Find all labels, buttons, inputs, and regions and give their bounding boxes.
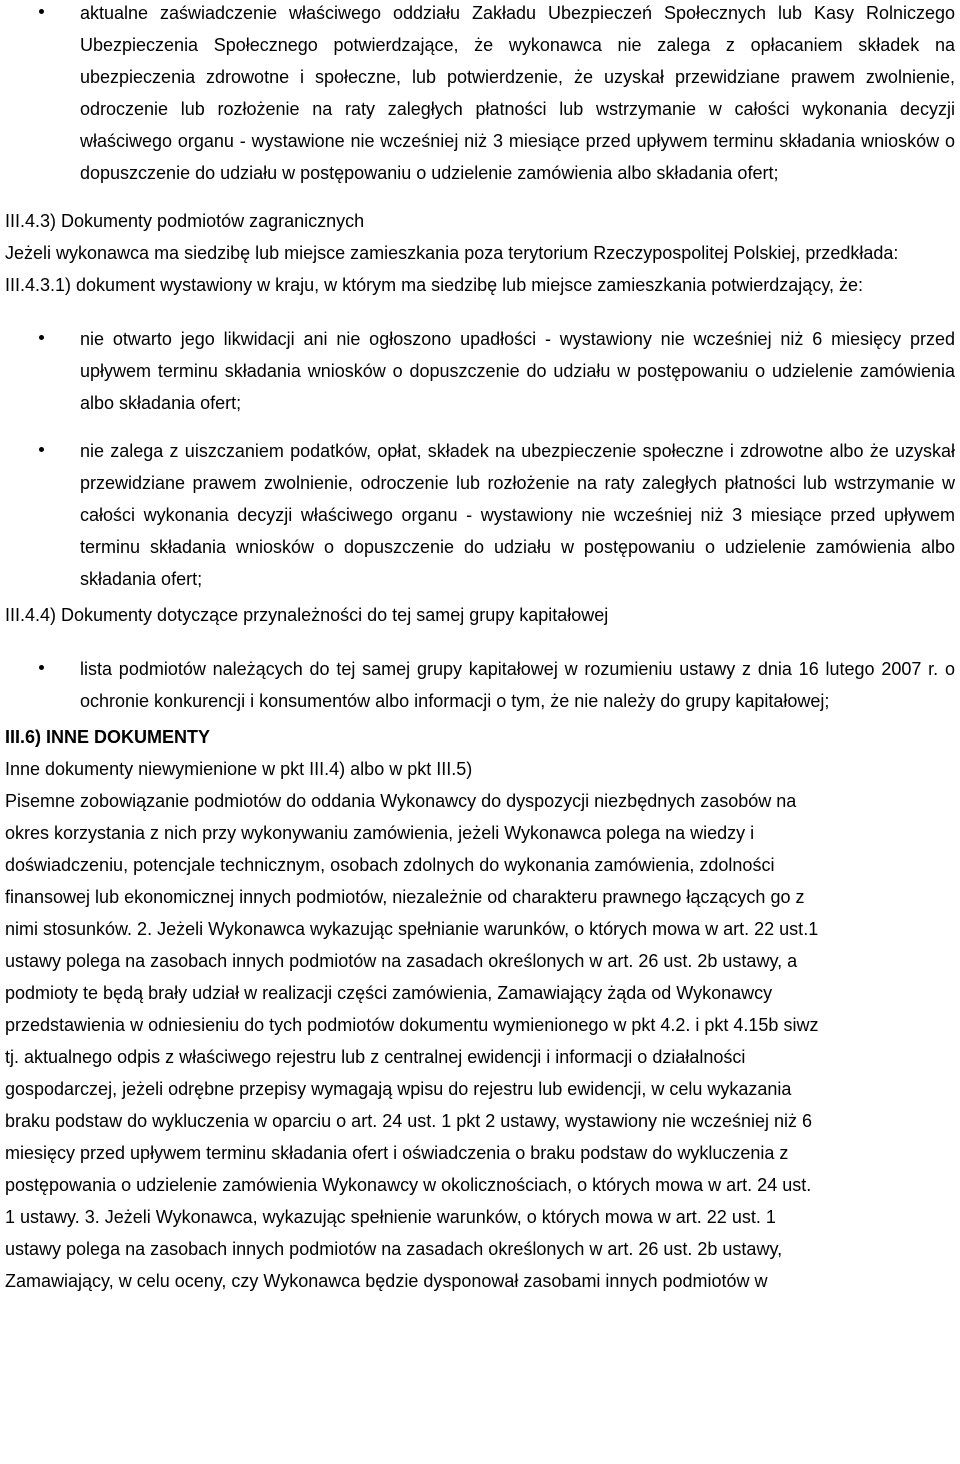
bullet-icon	[39, 335, 44, 340]
section-body-iii-6	[5, 785, 955, 1297]
body-line: tj. aktualnego odpis z właściwego rejestru lub z centralnej ewidencji i informacji o działalności	[5, 1047, 746, 1067]
body-line: podmioty te będą brały udział w realizacji części zamówienia, Zamawiający żąda od Wykonawcy	[5, 983, 773, 1003]
body-line: postępowania o udzielenie zamówienia Wykonawcy w okolicznościach, o których mowa w art. 24 ust.	[5, 1175, 812, 1195]
list-item-text: aktualne zaświadczenie właściwego oddziału Zakładu Ubezpieczeń Społecznych lub Kasy Rolniczego Ubezpieczenia Społecznego potwierdzające, że wykonawca nie zalega z opłacaniem składek na ubezpieczenia zdrowotne i społeczne, lub potwierdzenie, że uzyskał przewidziane prawem zwolnienie, odroczenie lub rozłożenie na raty zaległych płatności lub wstrzymanie w całości wykonania decyzji właściwego organu - wystawione nie wcześniej niż 3 miesiące przed upływem terminu składania wniosków o dopuszczenie do udziału w postępowaniu o udzielenie zamówienia albo składania ofert;	[80, 3, 955, 183]
bullet-icon	[39, 9, 44, 14]
body-line: doświadczeniu, potencjale technicznym, osobach zdolnych do wykonania zamówienia, zdolności	[5, 855, 775, 875]
body-line: ustawy polega na zasobach innych podmiotów na zasadach określonych w art. 26 ust. 2b ustawy, a	[5, 951, 798, 971]
section-heading-iii-6: III.6) INNE DOKUMENTY	[5, 727, 211, 747]
bullet-icon	[39, 665, 44, 670]
body-line: Pisemne zobowiązanie podmiotów do oddania Wykonawcy do dyspozycji niezbędnych zasobów na	[5, 791, 797, 811]
section-heading-iii-4-4: III.4.4) Dokumenty dotyczące przynależności do tej samej grupy kapitałowej	[5, 605, 609, 625]
list-item-capital-group	[5, 653, 955, 717]
body-line: okres korzystania z nich przy wykonywaniu zamówienia, jeżeli Wykonawca polega na wiedzy i	[5, 823, 755, 843]
body-line: braku podstaw do wykluczenia w oparciu o art. 24 ust. 1 pkt 2 ustawy, wystawiony nie wcześniej niż 6	[5, 1111, 813, 1131]
section-heading-iii-4-3: III.4.3) Dokumenty podmiotów zagranicznych	[5, 211, 365, 231]
list-item-text: nie otwarto jego likwidacji ani nie ogłoszono upadłości - wystawiony nie wcześniej niż 6 miesięcy przed upływem terminu składania wniosków o dopuszczenie do udziału w postępowaniu o udzielenie zamówienia albo składania ofert;	[80, 329, 955, 413]
body-line: Zamawiający, w celu oceny, czy Wykonawca będzie dysponował zasobami innych podmiotów w	[5, 1271, 768, 1291]
section-intro-iii-4-3: Jeżeli wykonawca ma siedzibę lub miejsce zamieszkania poza terytorium Rzeczypospolitej Polskiej, przedkłada:	[5, 243, 899, 263]
list-item-text: nie zalega z uiszczaniem podatków, opłat, składek na ubezpieczenie społeczne i zdrowotne albo że uzyskał przewidziane prawem zwolnienie, odroczenie lub rozłożenie na raty zaległych płatności lub wstrzymanie w całości wykonania decyzji właściwego organu - wystawiony nie wcześniej niż 3 miesiące przed upływem terminu składania wniosków o dopuszczenie do udziału w postępowaniu o udzielenie zamówienia albo składania ofert;	[80, 441, 955, 589]
body-line: ustawy polega na zasobach innych podmiotów na zasadach określonych w art. 26 ust. 2b ustawy,	[5, 1239, 783, 1259]
body-line: gospodarczej, jeżeli odrębne przepisy wymagają wpisu do rejestru lub ewidencji, w celu wykazania	[5, 1079, 792, 1099]
list-item-text: lista podmiotów należących do tej samej grupy kapitałowej w rozumieniu ustawy z dnia 16 lutego 2007 r. o ochronie konkurencji i konsumentów albo informacji o tym, że nie należy do grupy kapitałowej;	[80, 659, 955, 711]
list-item-no-tax-arrears	[5, 435, 955, 595]
document-page	[5, 0, 955, 1297]
list-item-no-liquidation	[5, 323, 955, 419]
section-subheading-iii-6: Inne dokumenty niewymienione w pkt III.4) albo w pkt III.5)	[5, 759, 473, 779]
body-line: miesięcy przed upływem terminu składania ofert i oświadczenia o braku podstaw do wykluczenia z	[5, 1143, 789, 1163]
list-item-zus-certificate	[5, 0, 955, 189]
body-line: przedstawienia w odniesieniu do tych podmiotów dokumentu wymienionego w pkt 4.2. i pkt 4.15b siwz	[5, 1015, 819, 1035]
bullet-icon	[39, 447, 44, 452]
body-line: 1 ustawy. 3. Jeżeli Wykonawca, wykazując spełnienie warunków, o których mowa w art. 22 ust. 1	[5, 1207, 776, 1227]
body-line: nimi stosunków. 2. Jeżeli Wykonawca wykazując spełnianie warunków, o których mowa w art. 22 ust.1	[5, 919, 819, 939]
body-line: finansowej lub ekonomicznej innych podmiotów, niezależnie od charakteru prawnego łączących go z	[5, 887, 805, 907]
section-item-iii-4-3-1: III.4.3.1) dokument wystawiony w kraju, w którym ma siedzibę lub miejsce zamieszkania potwierdzający, że:	[5, 275, 863, 295]
